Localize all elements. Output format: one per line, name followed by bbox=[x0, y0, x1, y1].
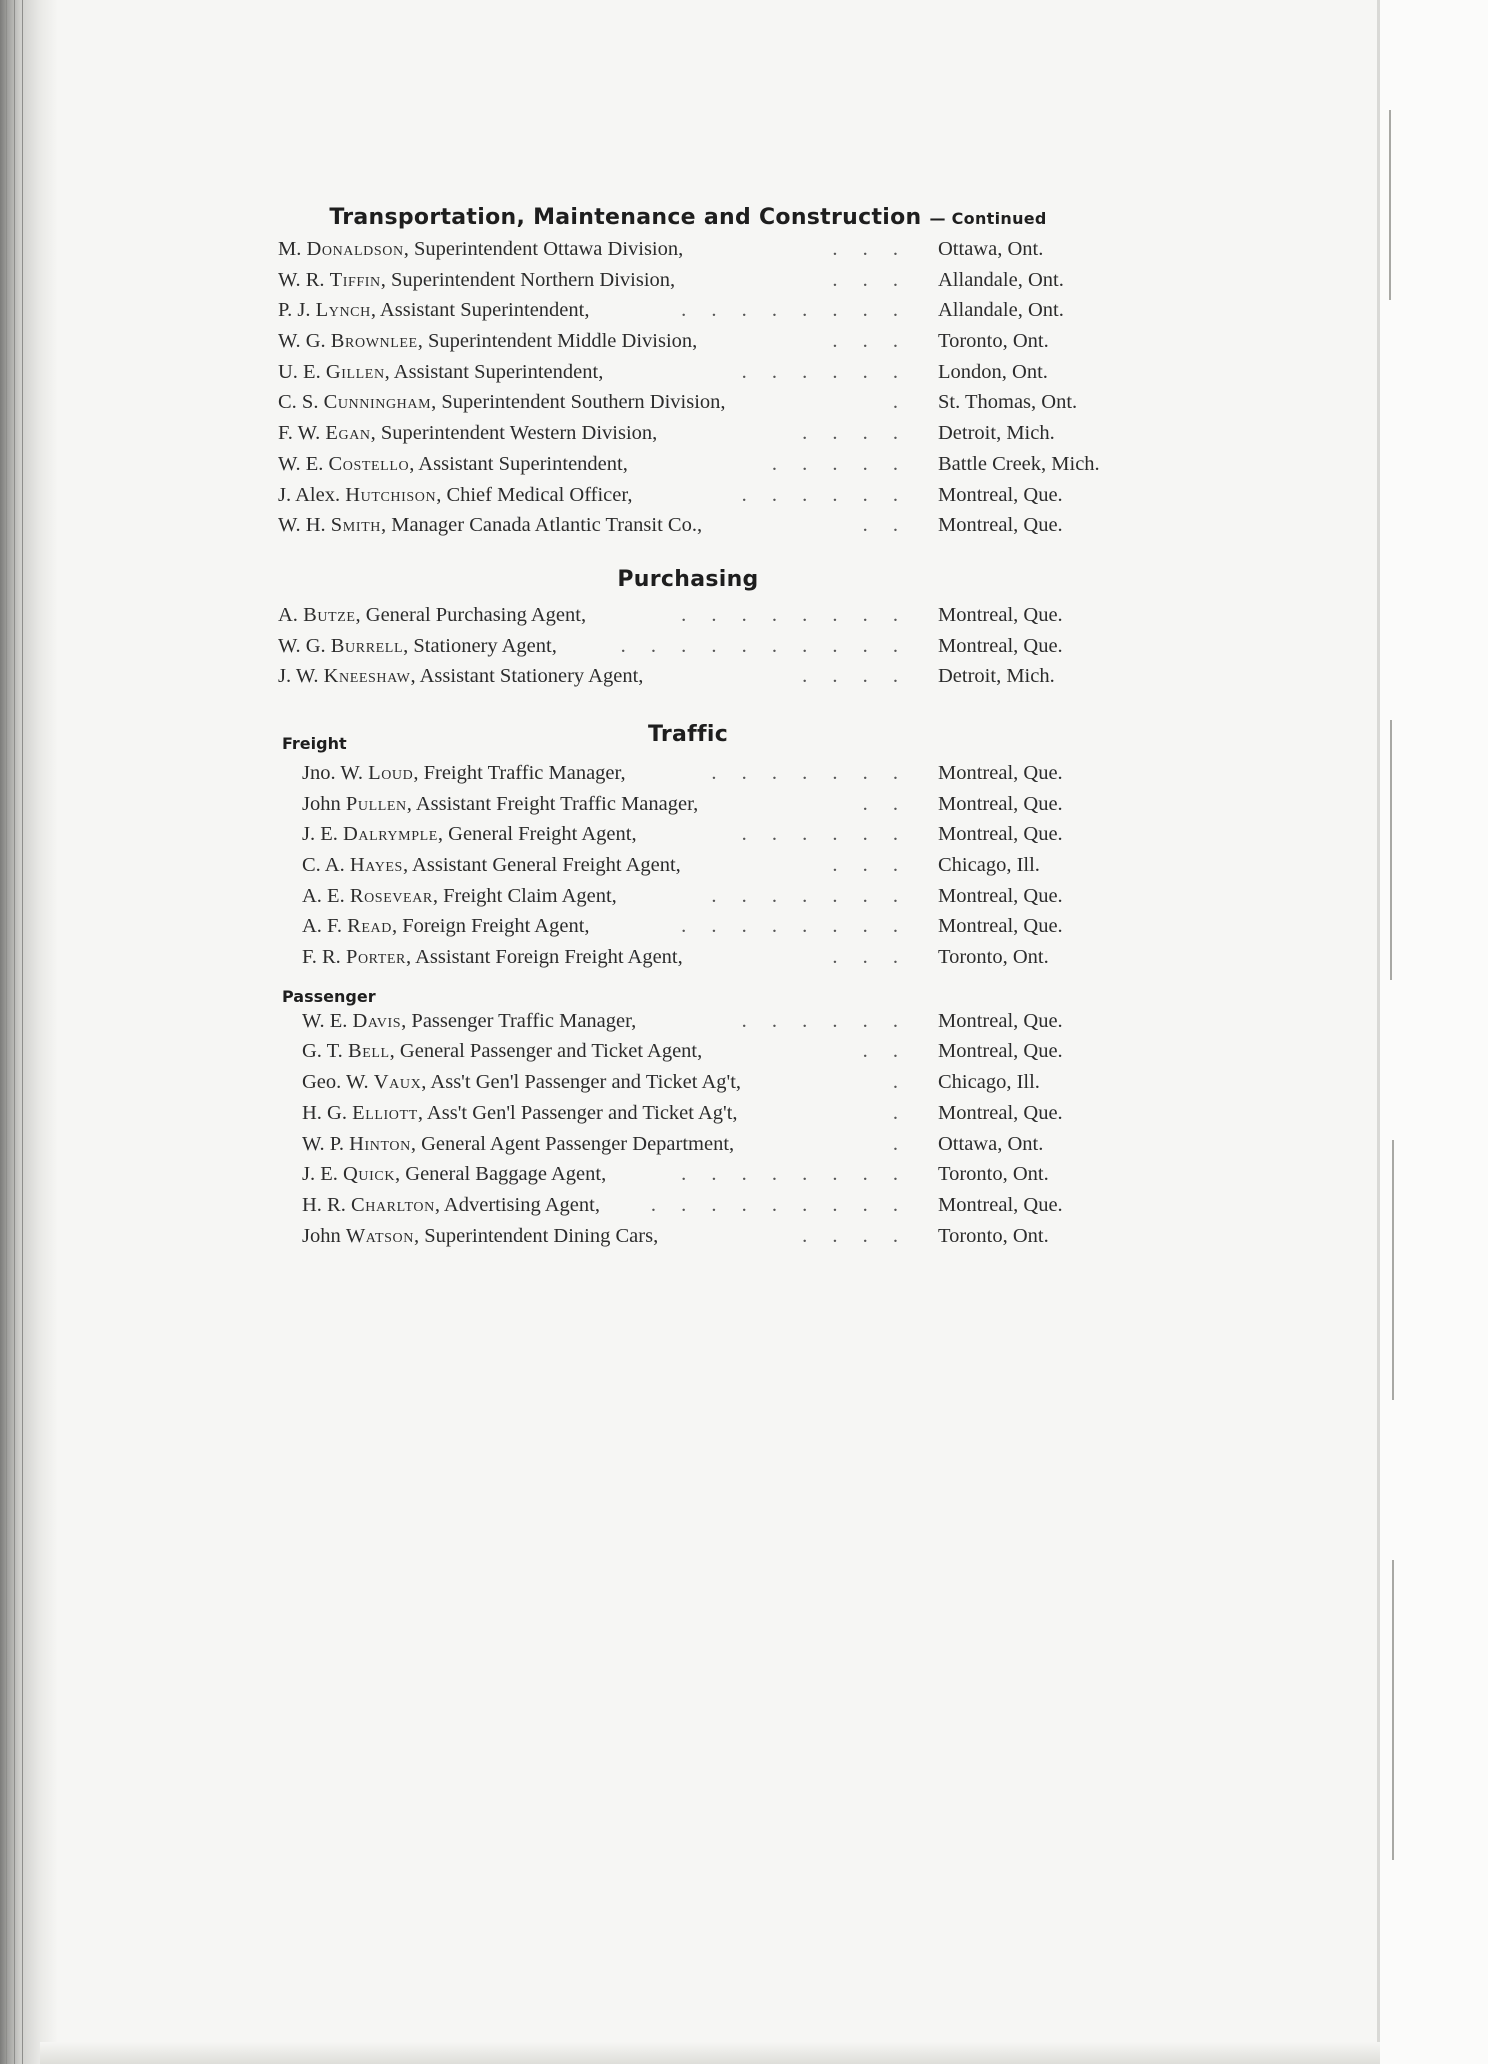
leader-dots: . bbox=[892, 1071, 908, 1094]
officer-name bbox=[278, 1221, 658, 1252]
officer-location: Montreal, Que. bbox=[938, 884, 1063, 907]
officer-title: , Superintendent Southern Division, bbox=[431, 391, 726, 414]
officer-name bbox=[278, 1190, 600, 1221]
officer-row bbox=[278, 449, 1178, 480]
officer-surname: Hayes bbox=[349, 854, 403, 876]
leader-dots: . . . . . . . bbox=[711, 761, 908, 784]
officer-location: Battle Creek, Mich. bbox=[938, 452, 1100, 475]
leader-dots: . . . . . . bbox=[741, 823, 908, 846]
officer-row bbox=[278, 480, 1178, 511]
passenger-list bbox=[278, 1006, 1178, 1252]
officer-surname: Hutchison bbox=[345, 483, 437, 506]
officer-initials: G. T. bbox=[302, 1040, 343, 1063]
subheading-passenger: Passenger bbox=[282, 986, 376, 1006]
officer-row bbox=[278, 234, 1178, 265]
officer-location: Chicago, Ill. bbox=[938, 1071, 1040, 1094]
officer-row bbox=[278, 881, 1178, 912]
spine-line bbox=[14, 0, 15, 2064]
officer-name bbox=[278, 295, 589, 326]
officer-row bbox=[278, 387, 1178, 418]
section-heading-purchasing: Purchasing bbox=[617, 566, 759, 592]
officer-name bbox=[278, 449, 628, 480]
officer-title: , Superintendent Northern Division, bbox=[380, 268, 676, 291]
officer-initials: Jno. W. bbox=[302, 761, 363, 784]
officer-location: Toronto, Ont. bbox=[938, 330, 1049, 353]
officer-title: , Assistant Superintendent, bbox=[384, 360, 604, 383]
officer-location: Montreal, Que. bbox=[938, 483, 1063, 506]
officer-location: Detroit, Mich. bbox=[938, 665, 1055, 688]
officer-surname: Kneeshaw bbox=[323, 665, 411, 688]
officer-name bbox=[278, 234, 683, 265]
officer-location: Detroit, Mich. bbox=[938, 422, 1055, 445]
leader-dots: . . bbox=[862, 792, 908, 815]
officer-name bbox=[278, 1006, 636, 1037]
officer-location: Toronto, Ont. bbox=[938, 1224, 1049, 1247]
officer-row bbox=[278, 819, 1178, 850]
officer-location: Allandale, Ont. bbox=[938, 268, 1064, 291]
officer-initials: A. E. bbox=[302, 884, 345, 907]
officer-title: , Assistant Stationery Agent, bbox=[410, 665, 644, 688]
officer-surname: Porter bbox=[345, 946, 406, 969]
officer-location: Montreal, Que. bbox=[938, 792, 1063, 815]
officer-location: Toronto, Ont. bbox=[938, 946, 1049, 969]
officer-name bbox=[278, 510, 702, 541]
officer-directory bbox=[278, 205, 1178, 1251]
officer-initials: F. R. bbox=[302, 946, 341, 969]
officer-location: Montreal, Que. bbox=[938, 1040, 1063, 1063]
officer-initials: W. E. bbox=[302, 1009, 348, 1032]
leader-dots: . bbox=[892, 391, 908, 414]
edge-mark bbox=[1390, 720, 1392, 980]
officer-row bbox=[278, 850, 1178, 881]
officer-surname: Elliott bbox=[352, 1101, 418, 1124]
book-spine-shadow bbox=[0, 0, 58, 2064]
officer-surname: Dalrymple bbox=[343, 823, 438, 846]
leader-dots: . . . bbox=[832, 854, 908, 876]
officer-title: , Superintendent Dining Cars, bbox=[413, 1224, 659, 1247]
officer-initials: C. S. bbox=[278, 391, 319, 414]
officer-name bbox=[278, 326, 697, 357]
officer-surname: Cunningham bbox=[323, 391, 432, 414]
officer-title: , General Purchasing Agent, bbox=[355, 603, 587, 626]
leader-dots: . . . . . . bbox=[741, 483, 908, 506]
officer-title: , Ass't Gen'l Passenger and Ticket Ag't, bbox=[421, 1071, 742, 1094]
officer-title: , Foreign Freight Agent, bbox=[391, 915, 590, 938]
officer-row bbox=[278, 789, 1178, 820]
officer-initials: J. Alex. bbox=[278, 483, 341, 506]
officer-row bbox=[278, 1190, 1178, 1221]
officer-surname: Brownlee bbox=[330, 330, 418, 353]
officer-surname: Watson bbox=[345, 1224, 414, 1247]
officer-title: , Assistant Freight Traffic Manager, bbox=[406, 792, 699, 815]
leader-dots: . . . . . . . . bbox=[681, 603, 908, 626]
officer-title: , Freight Claim Agent, bbox=[432, 884, 617, 907]
officer-initials: W. G. bbox=[278, 330, 326, 353]
officer-name bbox=[278, 1036, 702, 1067]
edge-mark bbox=[1389, 110, 1391, 300]
officer-surname: Donaldson bbox=[306, 238, 404, 260]
officer-row bbox=[278, 1098, 1178, 1129]
officer-name bbox=[278, 387, 726, 418]
officer-initials: Geo. W. bbox=[302, 1071, 369, 1094]
officer-title: , Superintendent Middle Division, bbox=[417, 330, 698, 353]
spine-line bbox=[6, 0, 7, 2064]
officer-name bbox=[278, 357, 603, 388]
officer-location: Montreal, Que. bbox=[938, 823, 1063, 846]
officer-row bbox=[278, 1006, 1178, 1037]
officer-name bbox=[278, 789, 698, 820]
officer-initials: H. R. bbox=[302, 1193, 346, 1216]
officer-row bbox=[278, 418, 1178, 449]
leader-dots: . . . . . . bbox=[741, 1009, 908, 1032]
officer-initials: John bbox=[302, 792, 341, 815]
officer-location: Ottawa, Ont. bbox=[938, 238, 1044, 260]
officer-surname: Tiffin bbox=[329, 268, 381, 291]
leader-dots: . . . . . . . . . bbox=[650, 1193, 908, 1216]
leader-dots: . bbox=[892, 1132, 908, 1155]
leader-dots: . . . . bbox=[802, 665, 908, 688]
officer-surname: Quick bbox=[343, 1163, 396, 1186]
officer-row bbox=[278, 911, 1178, 942]
officer-name bbox=[278, 418, 657, 449]
officer-surname: Burrell bbox=[330, 634, 404, 657]
officer-initials: W. E. bbox=[278, 452, 324, 475]
leader-dots: . . . . . . bbox=[741, 360, 908, 383]
leader-dots: . . bbox=[862, 1040, 908, 1063]
officer-location: Montreal, Que. bbox=[938, 915, 1063, 938]
officer-row bbox=[278, 631, 1178, 662]
officer-row bbox=[278, 357, 1178, 388]
officer-name bbox=[278, 850, 681, 881]
officer-name bbox=[278, 1159, 606, 1190]
officer-surname: Egan bbox=[325, 422, 371, 445]
officer-title: , Assistant Superintendent, bbox=[409, 452, 628, 475]
section-heading-transportation: Transportation, Maintenance and Construction — Continued bbox=[329, 205, 1047, 230]
officer-name bbox=[278, 265, 675, 296]
officer-surname: Butze bbox=[303, 603, 356, 626]
purchasing-list bbox=[278, 600, 1178, 692]
leader-dots: . . . bbox=[832, 330, 908, 353]
leader-dots: . . . . bbox=[802, 1224, 908, 1247]
officer-row bbox=[278, 758, 1178, 789]
officer-row bbox=[278, 295, 1178, 326]
officer-title: , Assistant Superintendent, bbox=[370, 299, 590, 322]
officer-surname: Rosevear bbox=[349, 884, 433, 907]
page-bottom-shadow bbox=[40, 2042, 1380, 2064]
leader-dots: . . bbox=[862, 514, 908, 537]
officer-location: St. Thomas, Ont. bbox=[938, 391, 1078, 414]
officer-location: London, Ont. bbox=[938, 360, 1048, 383]
officer-initials: P. J. bbox=[278, 299, 311, 322]
leader-dots: . . . bbox=[832, 268, 908, 291]
leader-dots: . . . . . . . bbox=[711, 884, 908, 907]
officer-title: , Superintendent Western Division, bbox=[370, 422, 658, 445]
leader-dots: . bbox=[892, 1101, 908, 1124]
leader-dots: . . . . . . . . bbox=[681, 1163, 908, 1186]
officer-initials: A. bbox=[278, 603, 298, 626]
officer-row bbox=[278, 942, 1178, 973]
freight-list bbox=[278, 758, 1178, 973]
officer-surname: Smith bbox=[330, 514, 381, 537]
leader-dots: . . . . bbox=[802, 422, 908, 445]
officer-title: , Ass't Gen'l Passenger and Ticket Ag't, bbox=[417, 1101, 738, 1124]
officer-name bbox=[278, 631, 557, 662]
officer-name bbox=[278, 661, 643, 692]
officer-name bbox=[278, 758, 626, 789]
edge-mark bbox=[1392, 1560, 1394, 1860]
traffic-header bbox=[278, 722, 1158, 758]
officer-name bbox=[278, 1098, 738, 1129]
officer-row bbox=[278, 661, 1178, 692]
section-heading-traffic: Traffic bbox=[647, 721, 729, 747]
officer-name bbox=[278, 1129, 734, 1160]
officer-initials: H. G. bbox=[302, 1101, 347, 1124]
officer-location: Montreal, Que. bbox=[938, 1193, 1063, 1216]
officer-initials: W. H. bbox=[278, 514, 326, 537]
officer-location: Montreal, Que. bbox=[938, 634, 1063, 657]
leader-dots: . . . . . bbox=[771, 452, 908, 475]
officer-surname: Loud bbox=[368, 761, 414, 784]
officer-row bbox=[278, 510, 1178, 541]
officer-title: , Passenger Traffic Manager, bbox=[401, 1009, 637, 1032]
officer-location: Toronto, Ont. bbox=[938, 1163, 1049, 1186]
officer-name bbox=[278, 819, 637, 850]
officer-location: Montreal, Que. bbox=[938, 603, 1063, 626]
officer-row bbox=[278, 1036, 1178, 1067]
officer-title: , Stationery Agent, bbox=[403, 634, 557, 657]
officer-surname: Davis bbox=[352, 1009, 402, 1032]
officer-surname: Pullen bbox=[345, 792, 407, 815]
officer-initials: W. G. bbox=[278, 634, 326, 657]
officer-initials: J. E. bbox=[302, 1163, 338, 1186]
officer-row bbox=[278, 600, 1178, 631]
officer-location: Allandale, Ont. bbox=[938, 299, 1064, 322]
leader-dots: . . . . . . . . . . bbox=[620, 634, 908, 657]
officer-surname: Bell bbox=[347, 1040, 390, 1063]
officer-name bbox=[278, 881, 617, 912]
officer-title: , General Passenger and Ticket Agent, bbox=[389, 1040, 703, 1063]
officer-name bbox=[278, 480, 633, 511]
officer-initials: J. W. bbox=[278, 665, 319, 688]
leader-dots: . . . . . . . . bbox=[681, 299, 908, 322]
officer-row bbox=[278, 1067, 1178, 1098]
officer-surname: Read bbox=[347, 915, 392, 938]
officer-title: , Advertising Agent, bbox=[434, 1193, 600, 1216]
officer-title: , General Agent Passenger Department, bbox=[410, 1132, 735, 1155]
officer-surname: Hinton bbox=[349, 1132, 411, 1155]
transportation-list bbox=[278, 234, 1178, 541]
officer-location: Chicago, Ill. bbox=[938, 854, 1040, 876]
officer-initials: John bbox=[302, 1224, 341, 1247]
officer-title: , General Baggage Agent, bbox=[395, 1163, 607, 1186]
officer-initials: M. bbox=[278, 238, 302, 260]
officer-title: , Superintendent Ottawa Division, bbox=[403, 238, 684, 260]
officer-name bbox=[278, 942, 683, 973]
officer-location: Montreal, Que. bbox=[938, 1009, 1063, 1032]
officer-location: Montreal, Que. bbox=[938, 1101, 1063, 1124]
officer-initials: W. R. bbox=[278, 268, 325, 291]
officer-location: Ottawa, Ont. bbox=[938, 1132, 1044, 1155]
edge-mark bbox=[1392, 1140, 1394, 1400]
officer-initials: A. F. bbox=[302, 915, 342, 938]
officer-surname: Costello bbox=[328, 452, 410, 475]
officer-name bbox=[278, 1067, 741, 1098]
officer-title: , Manager Canada Atlantic Transit Co., bbox=[380, 514, 703, 537]
officer-surname: Gillen bbox=[325, 360, 385, 383]
officer-name bbox=[278, 911, 590, 942]
officer-title: , Assistant General Freight Agent, bbox=[402, 854, 681, 876]
officer-location: Montreal, Que. bbox=[938, 761, 1063, 784]
officer-initials: U. E. bbox=[278, 360, 321, 383]
officer-surname: Charlton bbox=[350, 1193, 435, 1216]
continued-label: — Continued bbox=[929, 209, 1047, 228]
leader-dots: . . . bbox=[832, 238, 908, 260]
leader-dots: . . . bbox=[832, 946, 908, 969]
officer-name bbox=[278, 600, 586, 631]
officer-row bbox=[278, 1129, 1178, 1160]
officer-surname: Lynch bbox=[315, 299, 371, 322]
officer-row bbox=[278, 326, 1178, 357]
subheading-freight: Freight bbox=[282, 733, 347, 753]
officer-title: , General Freight Agent, bbox=[437, 823, 637, 846]
officer-title: , Chief Medical Officer, bbox=[436, 483, 633, 506]
officer-title: , Assistant Foreign Freight Agent, bbox=[406, 946, 683, 969]
officer-row bbox=[278, 265, 1178, 296]
officer-initials: F. W. bbox=[278, 422, 321, 445]
leader-dots: . . . . . . . . bbox=[681, 915, 908, 938]
officer-row bbox=[278, 1159, 1178, 1190]
officer-initials: W. P. bbox=[302, 1132, 344, 1155]
spine-line bbox=[22, 0, 23, 2064]
officer-surname: Vaux bbox=[373, 1071, 422, 1094]
officer-initials: C. A. bbox=[302, 854, 345, 876]
officer-title: , Freight Traffic Manager, bbox=[413, 761, 626, 784]
officer-location: Montreal, Que. bbox=[938, 514, 1063, 537]
officer-initials: J. E. bbox=[302, 823, 338, 846]
officer-row bbox=[278, 1221, 1178, 1252]
